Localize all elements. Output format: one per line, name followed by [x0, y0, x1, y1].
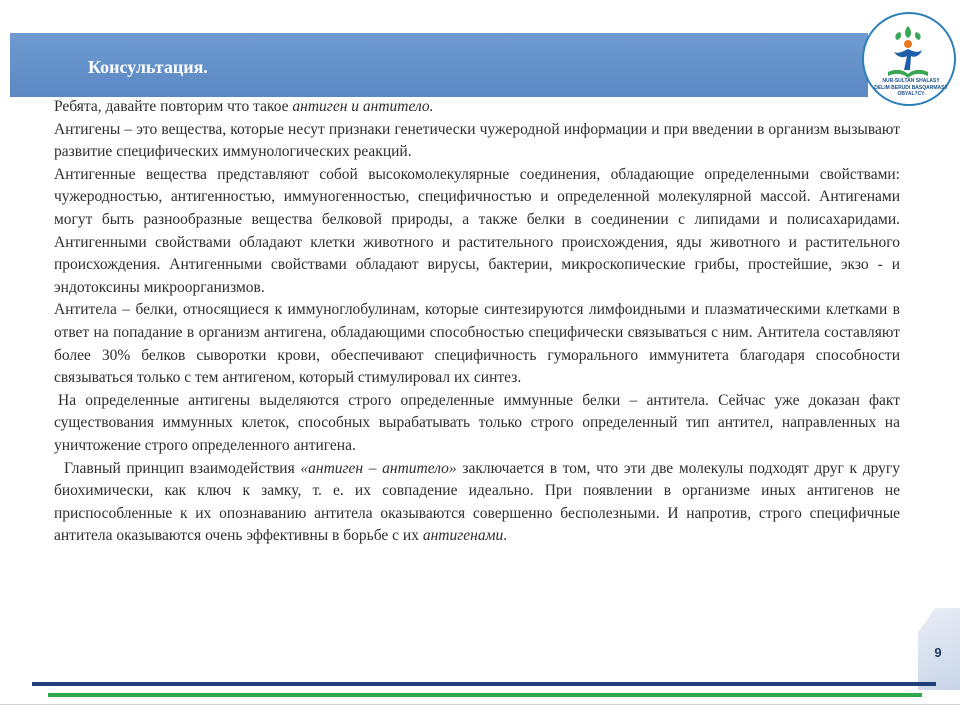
intro-text: Ребята, давайте повторим что такое [54, 98, 293, 115]
antibody-definition-paragraph: Антитела – белки, относящиеся к иммуноглобулинам, которые синтезируются лимфоидными и плазматическими клетками в ответ на попадание в организм антигена, обладающими способностью специфически связываться с ним. Антитела составляют более 30% белков сыворотки крови, обеспечивают специфичность гуморального иммунитета благодаря способности связываться только с тем антигеном, который стимулировал их синтез. [54, 301, 900, 387]
specific-antibodies-paragraph: На определенные антигены выделяются строго определенные иммунные белки – антитела. Сейчас уже доказан факт существования иммунных клеток, способных вырабатывать только строго определенный тип антител, направленных на уничтожение строго определенного антигена. [54, 391, 900, 454]
slide-body [54, 96, 900, 548]
slide-title: Консультация. [88, 57, 208, 77]
principle-text-a: Главный принцип взаимодействия [64, 459, 301, 477]
principle-period: . [503, 527, 508, 545]
footer-rule-gray [0, 704, 960, 705]
intro-paragraph [54, 96, 900, 119]
logo-text-line1: NUR-SULTAN SHALASY [882, 78, 940, 84]
principle-italic: «антиген – антитело» [300, 459, 457, 477]
antigen-properties-paragraph: Антигенные вещества представляют собой высокомолекулярные соединения, обладающие определенными свойствами: чужеродностью, антигенностью, иммуногенностью, специфичностью и определенной молекулярной массой. Антигенами могут быть разнообразные вещества белковой природы, а также белки в соединении с липидами и полисахаридами. Антигенными свойствами обладают клетки животного и растительного происхождения, яды животного и растительного происхождения. Антигенными свойствами обладают вирусы, бактерии, микроскопические грибы, простейшие, экзо - и эндотоксины микроорганизмов. [54, 165, 900, 296]
principle-paragraph [54, 458, 900, 548]
page-number: 9 [934, 645, 942, 660]
antigen-definition-paragraph: Антигены – это вещества, которые несут признаки генетически чужеродной информации и при введении в организм вызывают развитие специфических иммунологических реакций. [54, 120, 900, 161]
footer-rule-green [48, 693, 922, 697]
principle-text-b: заключается в том, что эти две молекулы подходят друг к другу биохимически, как ключ к замку, т. е. их совпадение идеально. При появлении в организме иных антигенов не приспособленные к их опознаванию антитела оказываются совершенно бесполезными. И напротив, строго специфичные антитела оказываются очень эффективны в борьбе с их [54, 459, 900, 545]
intro-italic: антиген и антитело. [292, 98, 434, 115]
footer-rule-blue [32, 682, 936, 686]
principle-italic-end: антигенами [422, 527, 504, 545]
logo-text-line2: DELIM BERUDI BASQARMASY OBYAL?CY [874, 85, 948, 97]
school-logo [862, 12, 956, 106]
